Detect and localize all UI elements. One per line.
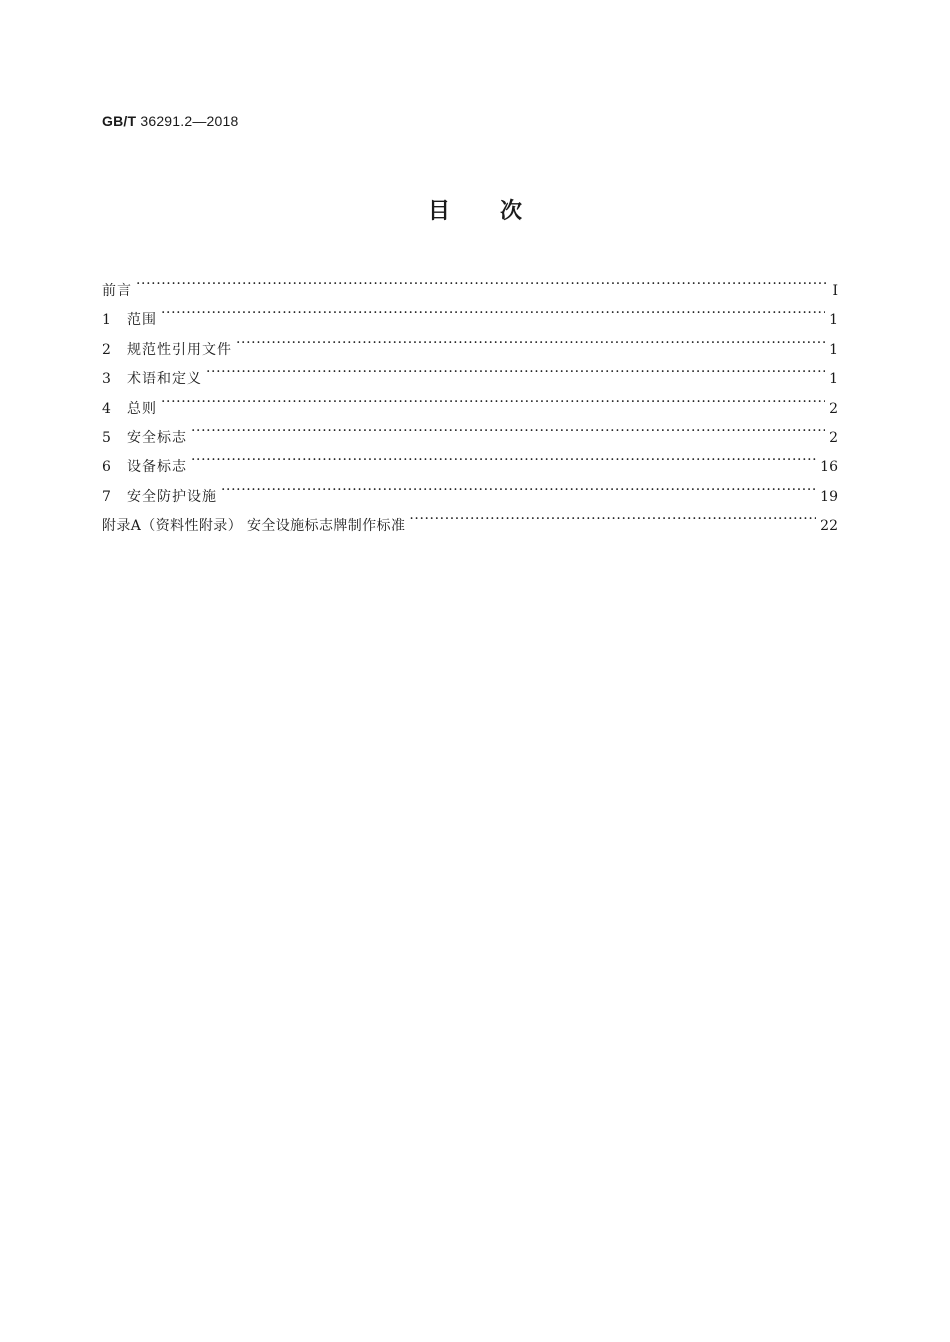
- toc-leader-dots: [191, 420, 825, 442]
- toc-entry-label: 附录A（资料性附录） 安全设施标志牌制作标准: [102, 518, 406, 535]
- toc-entry-number: 6: [102, 459, 111, 476]
- toc-entry-equipment-signs[interactable]: [102, 449, 838, 478]
- toc-entry-number: 1: [102, 312, 111, 329]
- toc-entry-foreword[interactable]: [102, 273, 838, 302]
- toc-entry-general[interactable]: [102, 391, 838, 420]
- toc-entry-page: 2: [829, 429, 838, 446]
- toc-leader-dots: [161, 302, 825, 324]
- toc-entry-label: 总则: [127, 400, 157, 417]
- toc-entry-page: 1: [829, 312, 838, 329]
- toc-entry-page: 16: [820, 459, 838, 476]
- toc-entry-scope[interactable]: [102, 302, 838, 331]
- toc-entry-label: 设备标志: [127, 459, 187, 476]
- toc-entry-page: 19: [820, 488, 838, 505]
- toc-leader-dots: [136, 273, 826, 295]
- toc-leader-dots: [409, 508, 816, 530]
- toc-entry-label: 前言: [102, 283, 132, 299]
- toc-entry-number: 2: [102, 341, 111, 358]
- toc-entry-page: 22: [820, 518, 838, 535]
- toc-leader-dots: [221, 479, 816, 501]
- toc-leader-dots: [236, 332, 825, 354]
- standard-prefix: GB/T: [102, 113, 137, 129]
- toc-entry-safety-protection[interactable]: [102, 479, 838, 508]
- toc-entry-page: 1: [829, 371, 838, 388]
- toc-entry-page: 2: [829, 400, 838, 417]
- toc-entry-appendix-a[interactable]: [102, 508, 838, 537]
- toc-leader-dots: [206, 361, 825, 383]
- toc-entry-page: 1: [829, 341, 838, 358]
- toc-entry-number: 7: [102, 488, 111, 505]
- toc-entry-label: 安全防护设施: [127, 488, 217, 505]
- toc-entry-label: 术语和定义: [127, 371, 202, 388]
- toc-entry-number: 5: [102, 429, 111, 446]
- toc-entry-label: 规范性引用文件: [127, 341, 232, 358]
- toc-entry-number: 3: [102, 371, 111, 388]
- toc-entry-number: 4: [102, 400, 111, 417]
- toc-leader-dots: [161, 391, 825, 413]
- toc-title: 目次: [427, 199, 572, 224]
- table-of-contents: [102, 273, 838, 538]
- standard-number: 36291.2—2018: [140, 113, 239, 129]
- standard-code: [102, 113, 239, 129]
- toc-entry-normative-references[interactable]: [102, 332, 838, 361]
- toc-entry-safety-signs[interactable]: [102, 420, 838, 449]
- toc-leader-dots: [191, 449, 816, 471]
- toc-entry-label: 范围: [127, 312, 157, 329]
- toc-entry-page: Ⅰ: [832, 283, 838, 299]
- toc-entry-label: 安全标志: [127, 429, 187, 446]
- toc-entry-terms-definitions[interactable]: [102, 361, 838, 390]
